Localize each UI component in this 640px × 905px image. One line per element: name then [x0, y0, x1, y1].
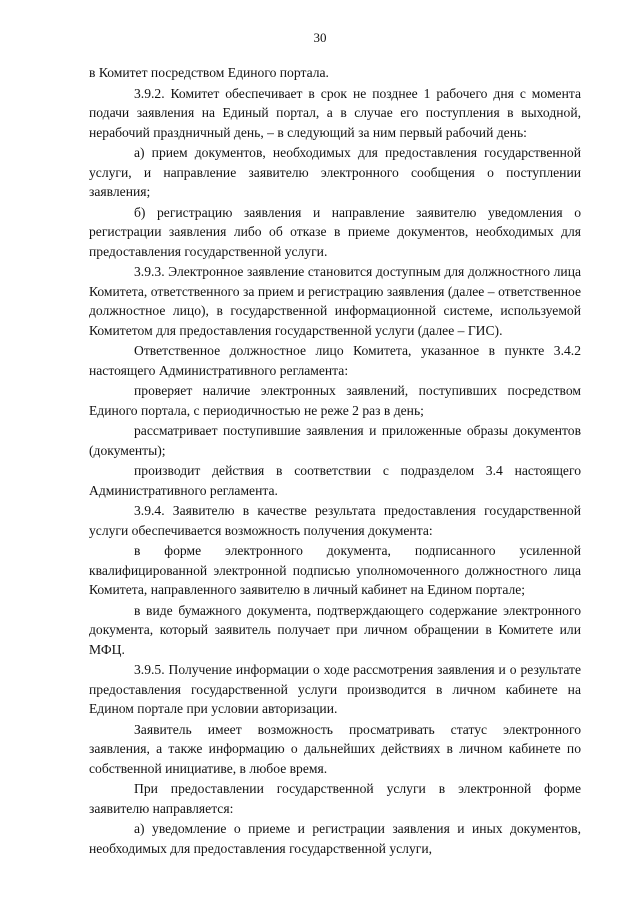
- paragraph: а) прием документов, необходимых для предоставления государственной услуги, и направление заявителю электронного сообщения о поступлении заявления;: [89, 145, 581, 199]
- paragraph: в виде бумажного документа, подтверждающего содержание электронного документа, который заявитель получает при личном обращении в Комитете или МФЦ.: [89, 602, 581, 657]
- paragraph: 3.9.3. Электронное заявление становится доступным для должностного лица Комитета, ответственного за прием и регистрацию заявления (далее – ответственное должностное лицо), в государственной информационной системе, используемой Комитетом для предоставления государственной услуги (далее – ГИС).: [89, 264, 581, 338]
- paragraph: проверяет наличие электронных заявлений, поступивших посредством Единого портала, с периодичностью не реже 2 раз в день;: [89, 383, 581, 418]
- page-number: 30: [313, 30, 327, 45]
- paragraph: в Комитет посредством Единого портала.: [89, 65, 329, 80]
- paragraph: Заявитель имеет возможность просматривать статус электронного заявления, а также информацию о дальнейших действиях в личном кабинете по собственной инициативе, в любое время.: [89, 721, 581, 776]
- paragraph: б) регистрацию заявления и направление заявителю уведомления о регистрации заявления либо об отказе в приеме документов, необходимых для предоставления государственной услуги.: [89, 204, 581, 259]
- paragraph: производит действия в соответствии с подразделом 3.4 настоящего Административного регламента.: [89, 463, 581, 498]
- paragraph: в форме электронного документа, подписанного усиленной квалифицированной электронной подписью уполномоченного должностного лица Комитета, направленного заявителю в личный кабинет на Едином портале;: [89, 543, 581, 597]
- paragraph: а) уведомление о приеме и регистрации заявления и иных документов, необходимых для предоставления государственной услуги,: [89, 821, 581, 856]
- paragraph: При предоставлении государственной услуги в электронной форме заявителю направляется:: [89, 781, 581, 816]
- document-body: [89, 63, 581, 858]
- paragraph: 3.9.5. Получение информации о ходе рассмотрения заявления и о результате предоставления государственной услуги производится в личном кабинете на Едином портале при условии авторизации.: [89, 662, 581, 716]
- paragraph: 3.9.2. Комитет обеспечивает в срок не позднее 1 рабочего дня с момента подачи заявления на Единый портал, а в случае его поступления в выходной, нерабочий праздничный день, – в следующий за ним первый рабочий день:: [89, 85, 581, 140]
- paragraph: рассматривает поступившие заявления и приложенные образы документов (документы);: [89, 423, 581, 458]
- paragraph: 3.9.4. Заявителю в качестве результата предоставления государственной услуги обеспечивается возможность получения документа:: [89, 503, 581, 538]
- paragraph: Ответственное должностное лицо Комитета, указанное в пункте 3.4.2 настоящего Административного регламента:: [89, 343, 581, 378]
